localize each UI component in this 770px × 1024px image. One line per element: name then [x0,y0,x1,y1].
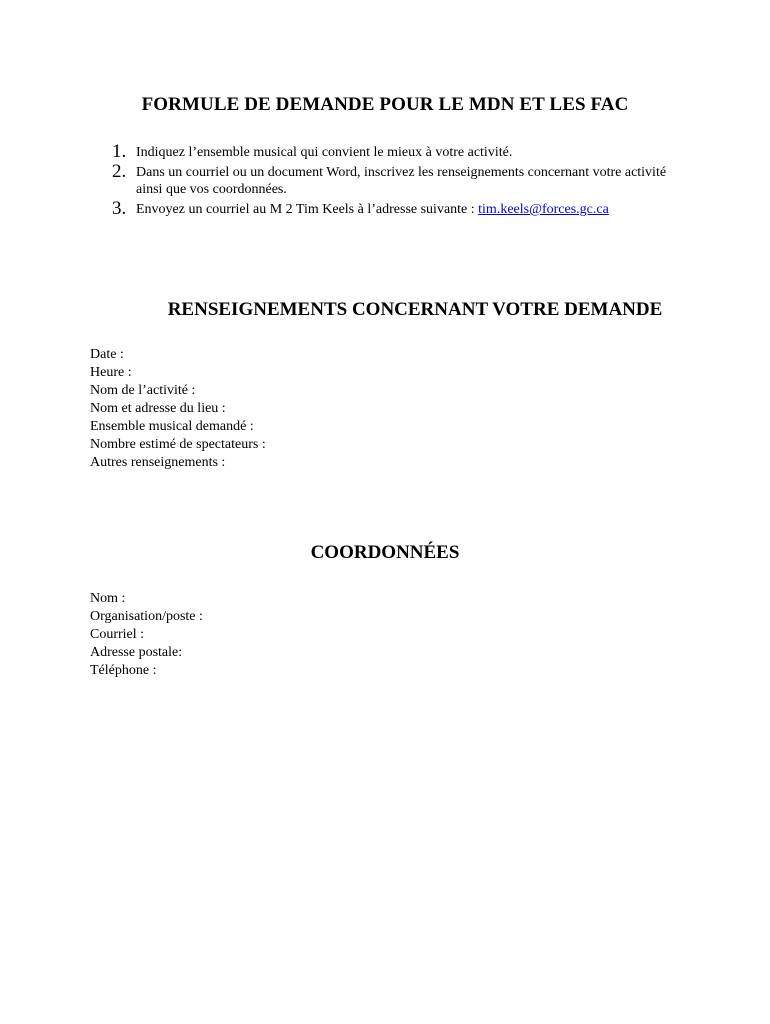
form-field-label: Nom et adresse du lieu : [90,401,226,416]
step-text: Dans un courriel ou un document Word, inscrivez les renseignements concernant votre activité ainsi que vos coordonnées. [136,165,667,197]
form-field-label: Nom : [90,591,126,606]
instruction-step [112,141,692,162]
step-number: 2. [112,161,127,182]
form-field-label: Nom de l’activité : [90,383,196,398]
page-title: FORMULE DE DEMANDE POUR LE MDN ET LES FAC [141,94,629,115]
instruction-step [112,161,692,198]
form-field-label: Heure : [90,365,132,380]
form-field-label: Autres renseignements : [90,455,226,470]
section-heading-request: RENSEIGNEMENTS CONCERNANT VOTRE DEMANDE [167,299,663,320]
form-field-label: Ensemble musical demandé : [90,419,254,434]
step-number: 3. [112,198,127,219]
form-field-label: Téléphone : [90,663,157,678]
form-field-label: Organisation/poste : [90,609,203,624]
form-field-label: Nombre estimé de spectateurs : [90,437,266,452]
form-field-label: Adresse postale: [90,645,183,660]
step-text: Envoyez un courriel au M 2 Tim Keels à l’adresse suivante : [136,202,479,217]
contact-field-list [90,590,203,680]
section-heading-contact: COORDONNÉES [310,542,460,563]
request-field-list [90,346,266,472]
form-field-label: Courriel : [90,627,145,642]
instruction-step [112,198,692,219]
form-field-label: Date : [90,347,124,362]
email-link[interactable]: tim.keels@forces.gc.ca [478,202,609,217]
step-number: 1. [112,141,127,162]
instructions-list [112,141,692,221]
step-text: Indiquez l’ensemble musical qui convient le mieux à votre activité. [136,145,513,160]
